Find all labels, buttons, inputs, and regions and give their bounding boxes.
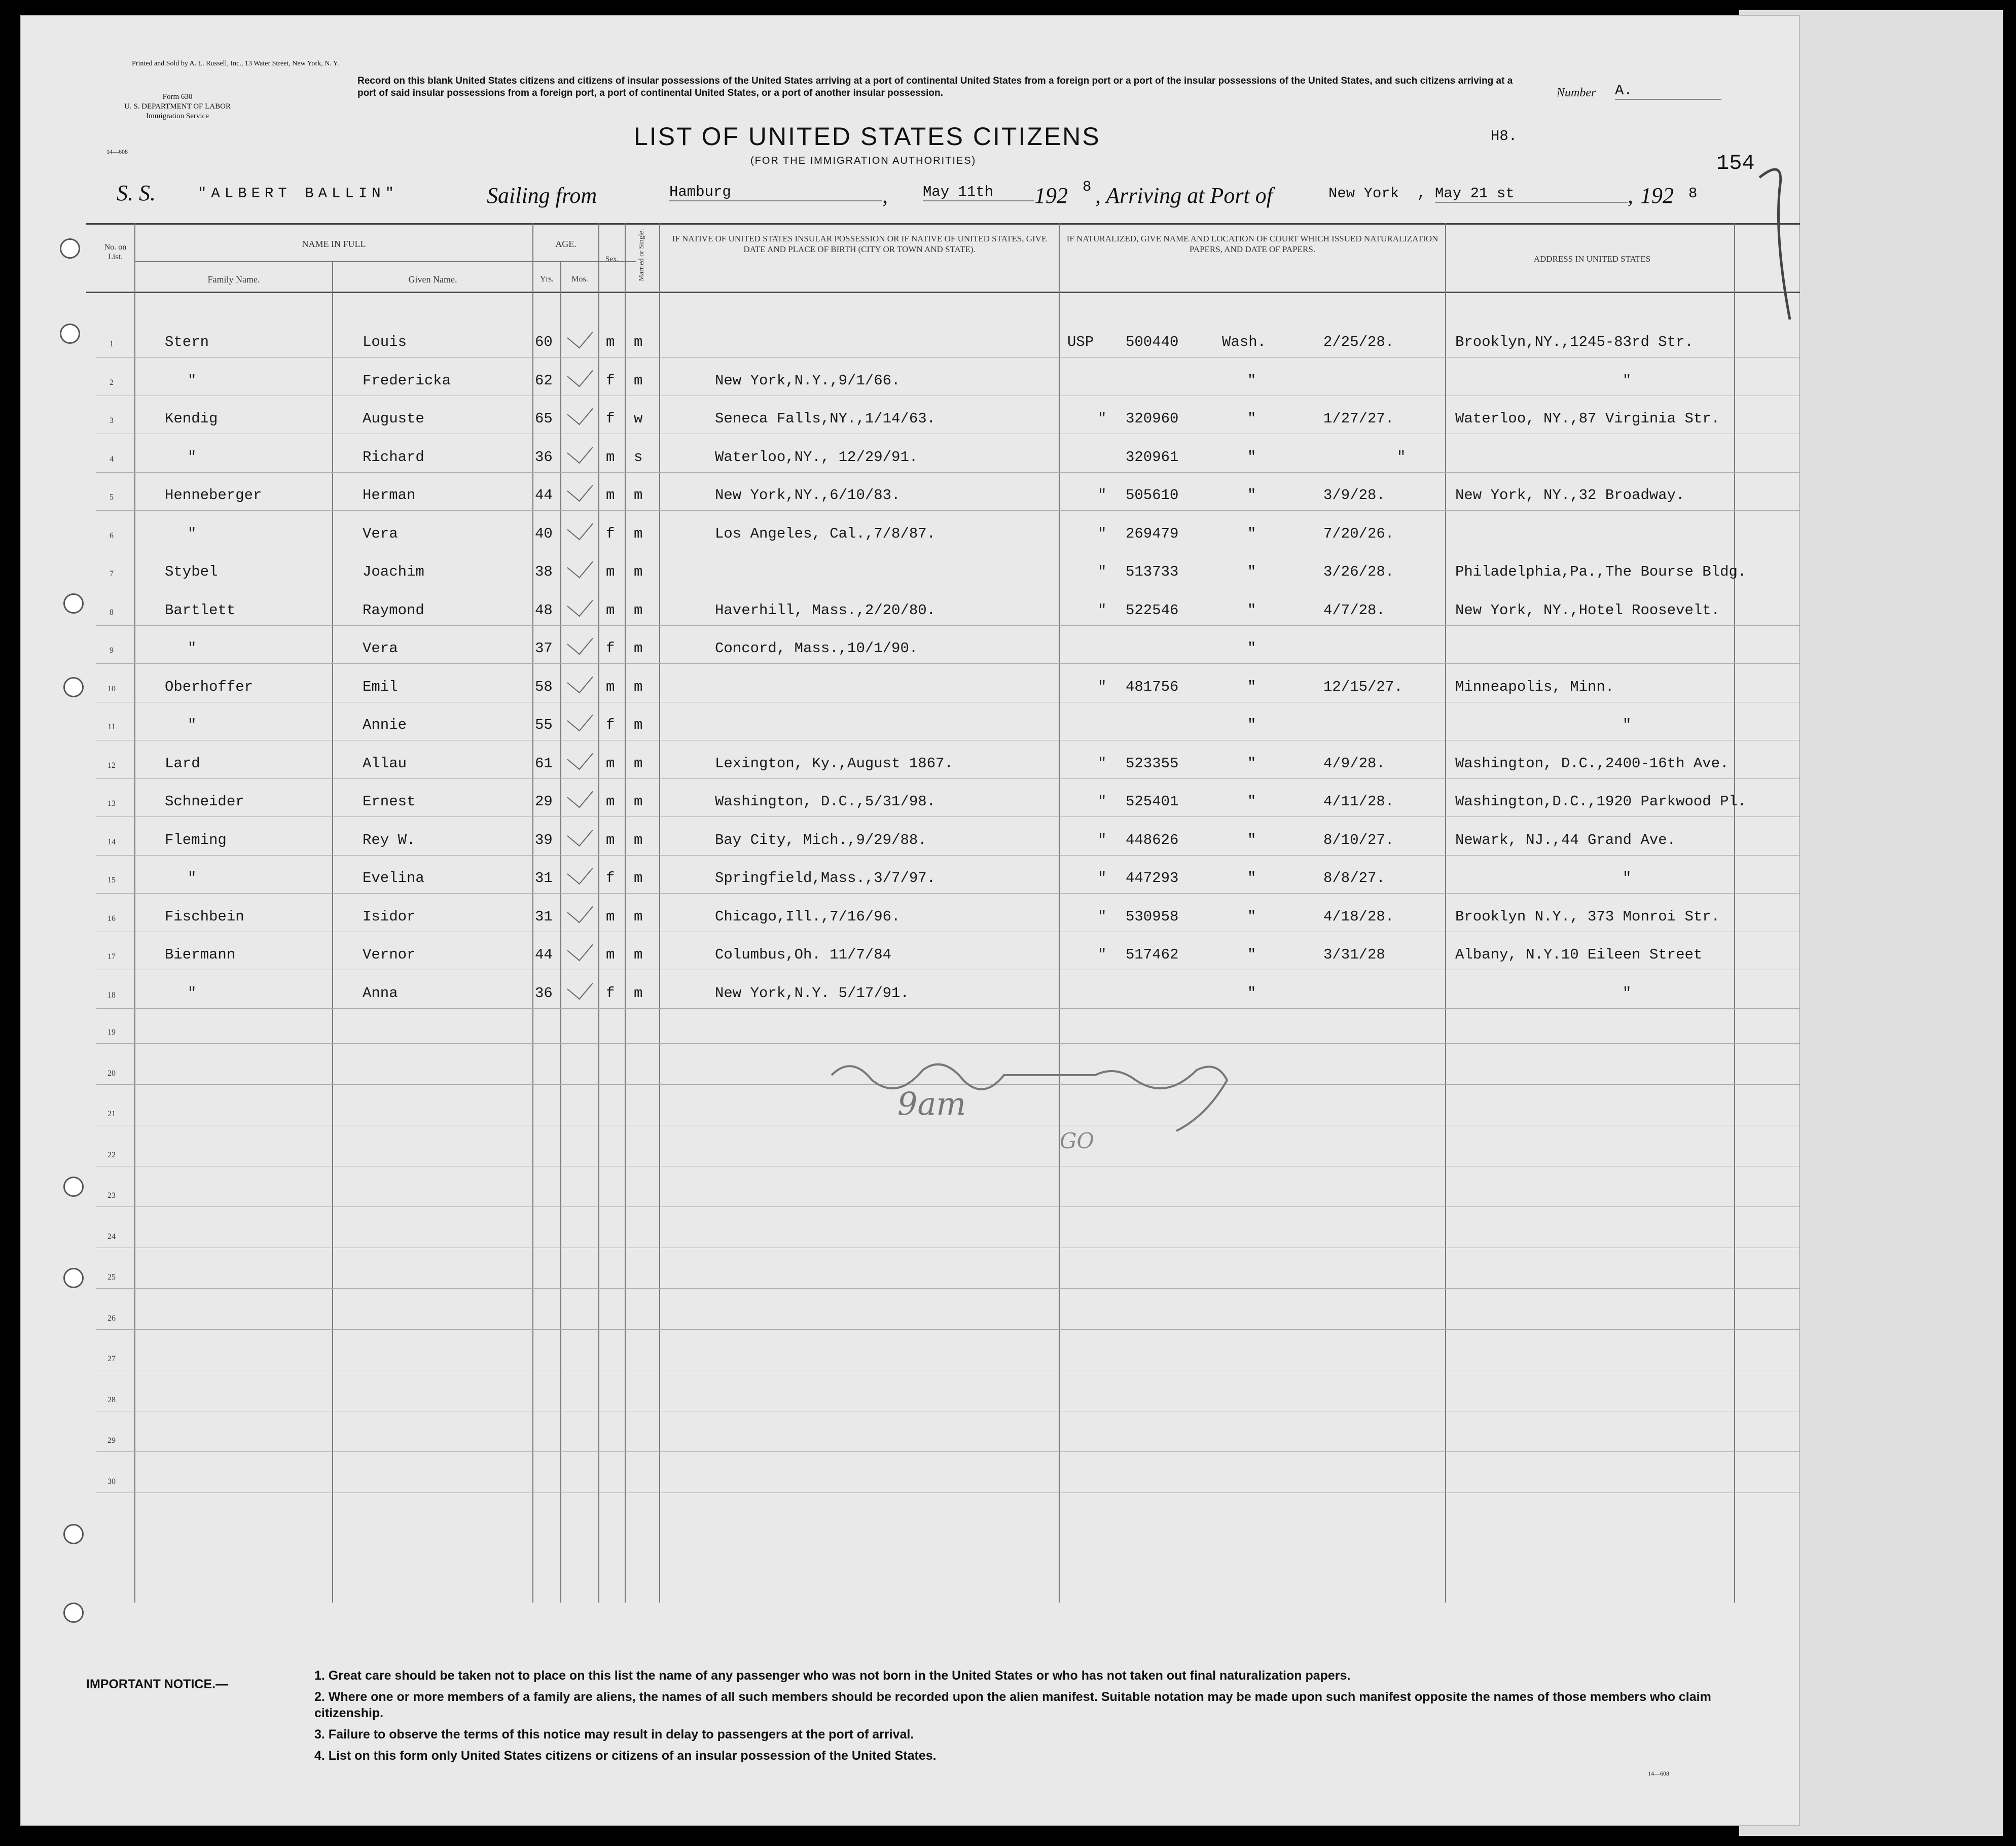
cell-ms: m xyxy=(634,678,643,695)
cell-sex: m xyxy=(606,601,615,619)
row-number: 25 xyxy=(107,1273,116,1282)
row-rule xyxy=(96,1288,1800,1289)
col-married-single: Married or Single. xyxy=(638,229,645,281)
year-suffix-1: 8 xyxy=(1083,179,1092,195)
cell-address: New York, NY.,Hotel Roosevelt. xyxy=(1455,601,1720,619)
cell-sex: f xyxy=(606,410,615,427)
row-rule xyxy=(96,1043,1800,1044)
cell-court: " xyxy=(1098,946,1107,963)
cell-given: Auguste xyxy=(363,410,424,427)
number-label: Number xyxy=(1557,86,1596,99)
cell-age: 48 xyxy=(535,601,553,619)
cell-ms: w xyxy=(634,410,643,427)
cell-no: 5 xyxy=(110,493,114,502)
manifest-page: Printed and Sold by A. L. Russell, Inc., 13 Water Street, New York, N. Y. Form 630 U. S. DEPARTMENT OF LABOR Immigration Service 14—608 Record on this blank United States citizens and citizens of insular possessions of the United States arriving at a port of continental United States from a foreign port or a port of the insular possessions of the United States, and such citizens arriving at a port of said insular possessions from a foreign port, a port of continental United States, or a port of another insular possession. Number A. LIST OF UNITED STATES CITIZENS (FOR THE IMMIGRATION AUTHORITIES) H8. 154 S. S. "ALBERT BALLIN" Sailing from Hamburg , May 11th 192 8 , Arriving at Port of New York , May 21 st , 192 8 No. on List. NAME IN FULL Family Name. Given Name. AGE. Yrs. Mos. Sex. Married or Single. IF NATIVE OF UNITED STATES INSULAR POSSESSION OR IF NATIVE OF UNITED STATES, GIVE DATE AND PLACE OF BIRTH (CITY OR TOWN AND STATE). IF NATURALIZED, GIVE NAME AND LOCATION OF COURT WHICH ISSUED NATURALIZATION PAPERS, AND DATE OF PAPERS. ADDRESS IN UNITED STATES 1 Stern Louis 60 m m USP 500440 Wash. 2/25/28. Brooklyn,NY.,1245-83rd Str. 2 " Fredericka 62 f m New York,N.Y.,9/1/66. " " 3 Kendig Auguste 65 f w Seneca Falls,NY.,1/14/63. " 320960 " 1/27/27. Waterloo, NY.,87 Virginia Str. 4 " Richard 36 m s Waterloo,NY., 12/29/91. 320961 " " 5 Henneberger Herman 44 m m New York,NY.,6/10/83. " 505610 " 3/9/28. New York, NY.,32 Broadway. 6 " Vera 40 f m Los Angeles, Cal.,7/8/87. " 269479 " 7/20/26. 7 Stybel Joachim 38 m m " 513733 " 3/26/28. Philadelphia,Pa.,The Bourse Bldg. 8 Bartlett Raymond 48 m m Haverhill, Mass.,2/20/80. " 522546 " 4/7/28. New York, NY.,Hotel Roosevelt. 9 " Vera 37 f m Concord, Mass.,10/1/90. " 10 Oberhoffer Emil 58 m m " 481756 " 12/15/27. Minneapolis, Minn. 11 " Annie 55 f m " " 12 Lard Allau 61 m m Lexington, Ky.,August 1867. " 523355 " 4/9/28. Washington, D.C.,2400-16th Ave. 13 Schneider Ernest 29 m m Washington, D.C.,5/31/98. " 525401 " 4/11/28. Washington,D.C.,1920 Parkwood Pl. 14 Fleming Rey W. 39 m m Bay City, Mich.,9/29/88. " 448626 " 8/10/27. Newark, NJ.,44 Grand Ave. 15 " Evelina 31 f m Springfield,Mass.,3/7/97. " 447293 " 8/8/27. " 16 Fischbein Isidor 31 m m Chicago,Ill.,7/16/96. " 530958 " 4/18/28. Brooklyn N.Y., 373 Monroi Str. 17 Biermann Vernor 44 m m Columbus,Oh. 11/7/84 " 517462 " 3/31/28 Albany, N.Y.10 Eileen Street 18 " Anna 36 f m New York,N.Y. 5/17/91. " " 19 20 21 22 23 24 25 26 27 28 29 30 9am GO IMPORTANT NOTICE.— 1. Great care should be taken not to place on this list the name of any passenger who was not born in the United States or who has not taken out final naturalization papers. 2. Where one or more members of a family are aliens, the names of all such members should be recorded upon the alien manifest. Suitable notation may be made upon such manifest opposite the names of those members who claim citizenship. 3. Failure to observe the terms of this notice may result in delay to passengers at the port of arrival. 4. List on this form only United States citizens or citizens of an insular possession of the United States. 14—608 xyxy=(20,15,1800,1826)
cell-paper: 448626 xyxy=(1126,831,1179,848)
cell-loc: " xyxy=(1247,525,1256,542)
cell-address: " xyxy=(1623,717,1632,733)
cell-family: Stern xyxy=(165,334,209,350)
form-number: Form 630 xyxy=(162,93,193,101)
cell-given: Rey W. xyxy=(363,831,416,848)
col-name-in-full: NAME IN FULL xyxy=(302,239,366,249)
cell-loc: " xyxy=(1247,563,1256,580)
cell-court: " xyxy=(1098,793,1107,810)
cell-sex: f xyxy=(606,640,615,657)
cell-sex: m xyxy=(606,908,615,925)
cell-birth: New York,N.Y. 5/17/91. xyxy=(715,984,909,1002)
check-mark-icon xyxy=(567,590,593,617)
cell-given: Emil xyxy=(363,678,398,695)
cell-age: 55 xyxy=(535,717,553,733)
col-birth: IF NATIVE OF UNITED STATES INSULAR POSSESSION OR IF NATIVE OF UNITED STATES, GIVE DATE AND PLACE OF BIRTH (CITY OR TOWN AND STATE). xyxy=(672,234,1047,254)
cell-court: " xyxy=(1098,525,1107,542)
cell-sex: f xyxy=(606,372,615,389)
cell-given: Isidor xyxy=(363,908,416,925)
cell-given: Herman xyxy=(363,487,416,504)
cell-court: " xyxy=(1098,870,1107,886)
notice-item-3: 3. Failure to observe the terms of this notice may result in delay to passengers at the port of arrival. xyxy=(314,1727,914,1742)
handwritten-mark: GO xyxy=(1060,1128,1094,1153)
binder-hole xyxy=(63,1177,84,1197)
cell-ms: m xyxy=(634,640,643,657)
cell-no: 17 xyxy=(107,952,116,961)
cell-age: 62 xyxy=(535,372,553,389)
cell-address: Newark, NJ.,44 Grand Ave. xyxy=(1455,831,1676,848)
cell-date: 4/18/28. xyxy=(1323,908,1394,925)
cell-sex: m xyxy=(606,678,615,695)
cell-birth: Concord, Mass.,10/1/90. xyxy=(715,640,918,657)
cell-family: " xyxy=(188,640,197,657)
cell-no: 10 xyxy=(107,684,116,693)
cell-family: Bartlett xyxy=(165,601,236,619)
col-age: AGE. xyxy=(555,239,577,249)
cell-address: Waterloo, NY.,87 Virginia Str. xyxy=(1455,410,1720,427)
cell-loc: Wash. xyxy=(1222,334,1267,350)
check-mark-icon xyxy=(567,705,593,732)
cell-loc: " xyxy=(1247,831,1256,848)
cell-birth: Los Angeles, Cal.,7/8/87. xyxy=(715,525,936,542)
cell-given: Raymond xyxy=(363,601,424,619)
cell-birth: New York,N.Y.,9/1/66. xyxy=(715,372,901,389)
cell-paper: 481756 xyxy=(1126,678,1179,695)
row-number: 19 xyxy=(107,1028,116,1037)
cell-court: " xyxy=(1098,487,1107,504)
cell-paper: 513733 xyxy=(1126,563,1179,580)
binder-hole xyxy=(63,1524,84,1544)
cell-age: 36 xyxy=(535,448,553,466)
cell-sex: f xyxy=(606,870,615,886)
year-suffix-2: 8 xyxy=(1688,185,1698,202)
cell-paper: 500440 xyxy=(1126,334,1179,350)
notice-code: 14—608 xyxy=(1648,1770,1669,1777)
cell-family: Lard xyxy=(165,755,200,772)
notice-item-2: 2. Where one or more members of a family are aliens, the names of all such members should be recorded upon the alien manifest. Suitable notation may be made upon such manifest opposite the names of those members who claim citizenship. xyxy=(314,1690,1711,1720)
notice-label: IMPORTANT NOTICE.— xyxy=(86,1677,229,1691)
cell-birth: Bay City, Mich.,9/29/88. xyxy=(715,831,927,848)
cell-given: Vera xyxy=(363,525,398,542)
arriving-label: , Arriving at Port of xyxy=(1095,183,1273,208)
check-mark-icon xyxy=(567,896,593,923)
cell-given: Joachim xyxy=(363,563,424,580)
page-number: 154 xyxy=(1716,151,1755,175)
page-title: LIST OF UNITED STATES CITIZENS xyxy=(634,122,1101,151)
cell-address: " xyxy=(1623,372,1632,389)
department-block xyxy=(112,92,243,121)
cell-address: Minneapolis, Minn. xyxy=(1455,678,1614,695)
h-mark: H8. xyxy=(1491,128,1518,145)
cell-no: 7 xyxy=(110,570,114,578)
col-no: No. on List. xyxy=(104,243,127,261)
cell-no: 6 xyxy=(110,531,114,540)
binder-hole xyxy=(60,238,80,259)
check-mark-icon xyxy=(567,437,593,464)
cell-date: 3/9/28. xyxy=(1323,487,1385,504)
cell-paper: 525401 xyxy=(1126,793,1179,810)
cell-family: Stybel xyxy=(165,563,218,580)
cell-given: Annie xyxy=(363,717,407,733)
cell-ms: m xyxy=(634,870,643,886)
row-number: 20 xyxy=(107,1069,116,1078)
cell-address: Brooklyn N.Y., 373 Monroi Str. xyxy=(1455,908,1720,925)
cell-sex: m xyxy=(606,563,615,580)
row-number: 29 xyxy=(107,1436,116,1445)
row-number: 21 xyxy=(107,1110,116,1118)
col-naturalized: IF NATURALIZED, GIVE NAME AND LOCATION OF COURT WHICH ISSUED NATURALIZATION PAPERS, AND DATE OF PAPERS. xyxy=(1066,234,1438,254)
row-rule xyxy=(96,1008,1800,1009)
cell-loc: " xyxy=(1247,946,1256,963)
cell-age: 39 xyxy=(535,831,553,848)
row-rule xyxy=(96,625,1800,626)
cell-paper: 320961 xyxy=(1126,448,1179,466)
cell-family: " xyxy=(188,525,197,542)
department-name: U. S. DEPARTMENT OF LABOR xyxy=(124,102,231,111)
cell-sex: f xyxy=(606,984,615,1002)
cell-address: New York, NY.,32 Broadway. xyxy=(1455,487,1685,504)
cell-loc: " xyxy=(1247,640,1256,657)
cell-ms: m xyxy=(634,946,643,963)
cell-family: " xyxy=(188,372,197,389)
cell-sex: m xyxy=(606,831,615,848)
col-mos: Mos. xyxy=(571,275,588,283)
cell-ms: m xyxy=(634,831,643,848)
check-mark-icon xyxy=(567,973,593,1000)
row-number: 26 xyxy=(107,1314,116,1323)
cell-family: Oberhoffer xyxy=(165,678,254,695)
cell-address: Brooklyn,NY.,1245-83rd Str. xyxy=(1455,334,1694,350)
cell-no: 15 xyxy=(107,876,116,884)
cell-paper: 517462 xyxy=(1126,946,1179,963)
cell-family: Fleming xyxy=(165,831,227,848)
cell-ms: m xyxy=(634,525,643,542)
page-subtitle: (FOR THE IMMIGRATION AUTHORITIES) xyxy=(750,155,977,166)
handwritten-note: 9am xyxy=(897,1085,966,1122)
cell-age: 38 xyxy=(535,563,553,580)
cell-age: 65 xyxy=(535,410,553,427)
cell-no: 8 xyxy=(110,608,114,617)
cell-court: USP xyxy=(1067,334,1094,350)
cell-given: Richard xyxy=(363,448,424,466)
cell-loc: " xyxy=(1247,755,1256,772)
cell-given: Allau xyxy=(363,755,407,772)
row-rule xyxy=(96,855,1800,856)
cell-loc: " xyxy=(1247,793,1256,810)
cell-family: " xyxy=(188,870,197,886)
binder-hole xyxy=(60,324,80,344)
check-mark-icon xyxy=(567,552,593,579)
notice-items xyxy=(314,1667,1734,1764)
row-rule xyxy=(96,663,1800,664)
cell-ms: m xyxy=(634,487,643,504)
cell-loc: " xyxy=(1247,984,1256,1002)
cell-family: Fischbein xyxy=(165,908,244,925)
cell-birth: Haverhill, Mass.,2/20/80. xyxy=(715,601,936,619)
cell-given: Vernor xyxy=(363,946,416,963)
cell-no: 2 xyxy=(110,378,114,387)
col-family-name: Family Name. xyxy=(207,274,260,285)
row-rule xyxy=(96,893,1800,894)
cell-age: 61 xyxy=(535,755,553,772)
check-mark-icon xyxy=(567,782,593,808)
cell-age: 60 xyxy=(535,334,553,350)
cell-no: 3 xyxy=(110,416,114,425)
arrival-port: New York xyxy=(1328,185,1399,202)
sailing-label: Sailing from xyxy=(487,183,597,208)
cell-no: 14 xyxy=(107,837,116,846)
col-sex: Sex. xyxy=(605,255,619,263)
arrival-date: May 21 st xyxy=(1435,185,1628,203)
cell-paper: 523355 xyxy=(1126,755,1179,772)
cell-birth: New York,NY.,6/10/83. xyxy=(715,487,901,504)
row-number: 30 xyxy=(107,1477,116,1486)
sailing-from: Hamburg xyxy=(669,184,882,201)
printer-line: Printed and Sold by A. L. Russell, Inc., 13 Water Street, New York, N. Y. xyxy=(132,60,339,67)
cell-no: 12 xyxy=(107,761,116,770)
cell-sex: f xyxy=(606,717,615,733)
cell-date: 8/10/27. xyxy=(1323,831,1394,848)
cell-court: " xyxy=(1098,678,1107,695)
cell-loc: " xyxy=(1247,717,1256,733)
cell-age: 31 xyxy=(535,908,553,925)
cell-birth: Springfield,Mass.,3/7/97. xyxy=(715,870,936,886)
cell-ms: m xyxy=(634,372,643,389)
binder-hole xyxy=(63,1603,84,1623)
cell-no: 1 xyxy=(110,340,114,348)
year-prefix-1: 192 xyxy=(1034,183,1068,208)
cell-ms: m xyxy=(634,793,643,810)
cell-ms: m xyxy=(634,908,643,925)
cell-loc: " xyxy=(1247,601,1256,619)
cell-court: " xyxy=(1098,908,1107,925)
binder-hole xyxy=(63,1268,84,1288)
row-number: 23 xyxy=(107,1191,116,1200)
cell-loc: " xyxy=(1247,410,1256,427)
binder-hole xyxy=(63,677,84,697)
check-mark-icon xyxy=(567,360,593,387)
cell-birth: Lexington, Ky.,August 1867. xyxy=(715,755,953,772)
cell-birth: Washington, D.C.,5/31/98. xyxy=(715,793,936,810)
cell-paper: 522546 xyxy=(1126,601,1179,619)
row-rule xyxy=(96,472,1800,473)
cell-sex: m xyxy=(606,487,615,504)
cell-address: Philadelphia,Pa.,The Bourse Bldg. xyxy=(1455,563,1747,580)
cell-no: 18 xyxy=(107,990,116,1000)
cell-family: " xyxy=(188,717,197,733)
cell-address: " xyxy=(1623,870,1632,886)
cell-court: " xyxy=(1098,563,1107,580)
cell-no: 11 xyxy=(107,723,116,731)
cell-loc: " xyxy=(1247,487,1256,504)
cell-date: 1/27/27. xyxy=(1323,410,1394,427)
cell-no: 16 xyxy=(107,914,116,923)
cell-given: Ernest xyxy=(363,793,416,810)
cell-address: " xyxy=(1623,984,1632,1002)
ss-label: S. S. xyxy=(117,181,156,205)
form-code: 14—608 xyxy=(106,148,128,155)
row-rule xyxy=(96,816,1800,817)
cell-loc: " xyxy=(1247,870,1256,886)
check-mark-icon xyxy=(567,475,593,502)
check-mark-icon xyxy=(567,820,593,846)
cell-ms: m xyxy=(634,984,643,1002)
cell-given: Vera xyxy=(363,640,398,657)
cell-ms: m xyxy=(634,334,643,350)
check-mark-icon xyxy=(567,743,593,770)
service-name: Immigration Service xyxy=(146,112,209,120)
cell-ms: m xyxy=(634,755,643,772)
cell-address: Washington, D.C.,2400-16th Ave. xyxy=(1455,755,1729,772)
cell-given: Evelina xyxy=(363,870,424,886)
year-prefix-2: 192 xyxy=(1640,183,1674,208)
cell-date: 7/20/26. xyxy=(1323,525,1394,542)
row-number: 22 xyxy=(107,1150,116,1159)
cell-date: 8/8/27. xyxy=(1323,870,1385,886)
cell-birth: Columbus,Oh. 11/7/84 xyxy=(715,946,892,963)
cell-sex: m xyxy=(606,793,615,810)
row-rule xyxy=(96,1451,1800,1452)
cell-loc: " xyxy=(1247,908,1256,925)
row-rule xyxy=(96,1206,1800,1207)
row-number: 28 xyxy=(107,1395,116,1404)
cell-given: Anna xyxy=(363,984,398,1002)
cell-sex: m xyxy=(606,755,615,772)
cell-no: 9 xyxy=(110,646,114,655)
signature-scrawl-icon xyxy=(811,1045,1247,1146)
sailing-date: May 11th xyxy=(923,184,1034,201)
cell-given: Fredericka xyxy=(363,372,451,389)
row-rule xyxy=(96,1329,1800,1330)
cell-age: 37 xyxy=(535,640,553,657)
cell-date: 4/9/28. xyxy=(1323,755,1385,772)
cell-birth: Seneca Falls,NY.,1/14/63. xyxy=(715,410,936,427)
cell-date: " xyxy=(1397,448,1406,466)
cell-sex: m xyxy=(606,334,615,350)
cell-date: 12/15/27. xyxy=(1323,678,1403,695)
cell-ms: s xyxy=(634,448,643,466)
cell-no: 13 xyxy=(107,799,116,808)
cell-family: Schneider xyxy=(165,793,244,810)
cell-sex: m xyxy=(606,946,615,963)
check-mark-icon xyxy=(567,666,593,693)
cell-date: 2/25/28. xyxy=(1323,334,1394,350)
row-number: 24 xyxy=(107,1232,116,1241)
col-yrs: Yrs. xyxy=(539,275,554,283)
cell-court: " xyxy=(1098,831,1107,848)
cell-ms: m xyxy=(634,563,643,580)
cell-court: " xyxy=(1098,755,1107,772)
cell-ms: m xyxy=(634,601,643,619)
cell-court: " xyxy=(1098,410,1107,427)
ship-name: "ALBERT BALLIN" xyxy=(198,185,399,202)
cell-family: Kendig xyxy=(165,410,218,427)
cell-sex: f xyxy=(606,525,615,542)
check-mark-icon xyxy=(567,322,593,349)
cell-paper: 530958 xyxy=(1126,908,1179,925)
col-given-name: Given Name. xyxy=(408,274,457,285)
cell-date: 3/31/28 xyxy=(1323,946,1385,963)
cell-loc: " xyxy=(1247,372,1256,389)
cell-age: 58 xyxy=(535,678,553,695)
cell-ms: m xyxy=(634,717,643,733)
check-mark-icon xyxy=(567,858,593,885)
cell-paper: 269479 xyxy=(1126,525,1179,542)
cell-given: Louis xyxy=(363,334,407,350)
cell-age: 44 xyxy=(535,487,553,504)
binder-hole xyxy=(63,593,84,614)
cell-court: " xyxy=(1098,601,1107,619)
cell-age: 44 xyxy=(535,946,553,963)
cell-date: 4/11/28. xyxy=(1323,793,1394,810)
cell-family: " xyxy=(188,448,197,466)
cell-family: Biermann xyxy=(165,946,236,963)
cell-birth: Waterloo,NY., 12/29/91. xyxy=(715,448,918,466)
row-rule xyxy=(96,778,1800,779)
row-rule xyxy=(96,510,1800,511)
check-mark-icon xyxy=(567,935,593,962)
col-address: ADDRESS IN UNITED STATES xyxy=(1533,254,1651,264)
pencil-mark-icon xyxy=(1739,157,1795,330)
cell-age: 31 xyxy=(535,870,553,886)
check-mark-icon xyxy=(567,628,593,655)
cell-family: Henneberger xyxy=(165,487,262,504)
row-rule xyxy=(96,357,1800,358)
cell-no: 4 xyxy=(110,454,114,464)
cell-age: 29 xyxy=(535,793,553,810)
cell-date: 3/26/28. xyxy=(1323,563,1394,580)
check-mark-icon xyxy=(567,513,593,540)
cell-paper: 320960 xyxy=(1126,410,1179,427)
number-value: A. xyxy=(1615,82,1721,100)
cell-sex: m xyxy=(606,448,615,466)
cell-loc: " xyxy=(1247,448,1256,466)
cell-address: Albany, N.Y.10 Eileen Street xyxy=(1455,946,1703,963)
cell-age: 36 xyxy=(535,984,553,1002)
cell-loc: " xyxy=(1247,678,1256,695)
cell-birth: Chicago,Ill.,7/16/96. xyxy=(715,908,901,925)
cell-paper: 447293 xyxy=(1126,870,1179,886)
cell-paper: 505610 xyxy=(1126,487,1179,504)
form-instructions: Record on this blank United States citizens and citizens of insular possessions of the United States arriving at a port of continental United States from a foreign port or a port of the insular possessions of the United States, and such citizens arriving at a port of said insular possessions from a foreign port, a port of continental United States, or a port of another insular possession. xyxy=(357,76,1513,98)
check-mark-icon xyxy=(567,399,593,425)
cell-family: " xyxy=(188,984,197,1002)
notice-item-4: 4. List on this form only United States citizens or citizens of an insular possession of the United States. xyxy=(314,1749,937,1763)
cell-date: 4/7/28. xyxy=(1323,601,1385,619)
cell-age: 40 xyxy=(535,525,553,542)
cell-address: Washington,D.C.,1920 Parkwood Pl. xyxy=(1455,793,1747,810)
notice-item-1: 1. Great care should be taken not to place on this list the name of any passenger who was not born in the United States or who has not taken out final naturalization papers. xyxy=(314,1668,1351,1683)
row-number: 27 xyxy=(107,1355,116,1363)
